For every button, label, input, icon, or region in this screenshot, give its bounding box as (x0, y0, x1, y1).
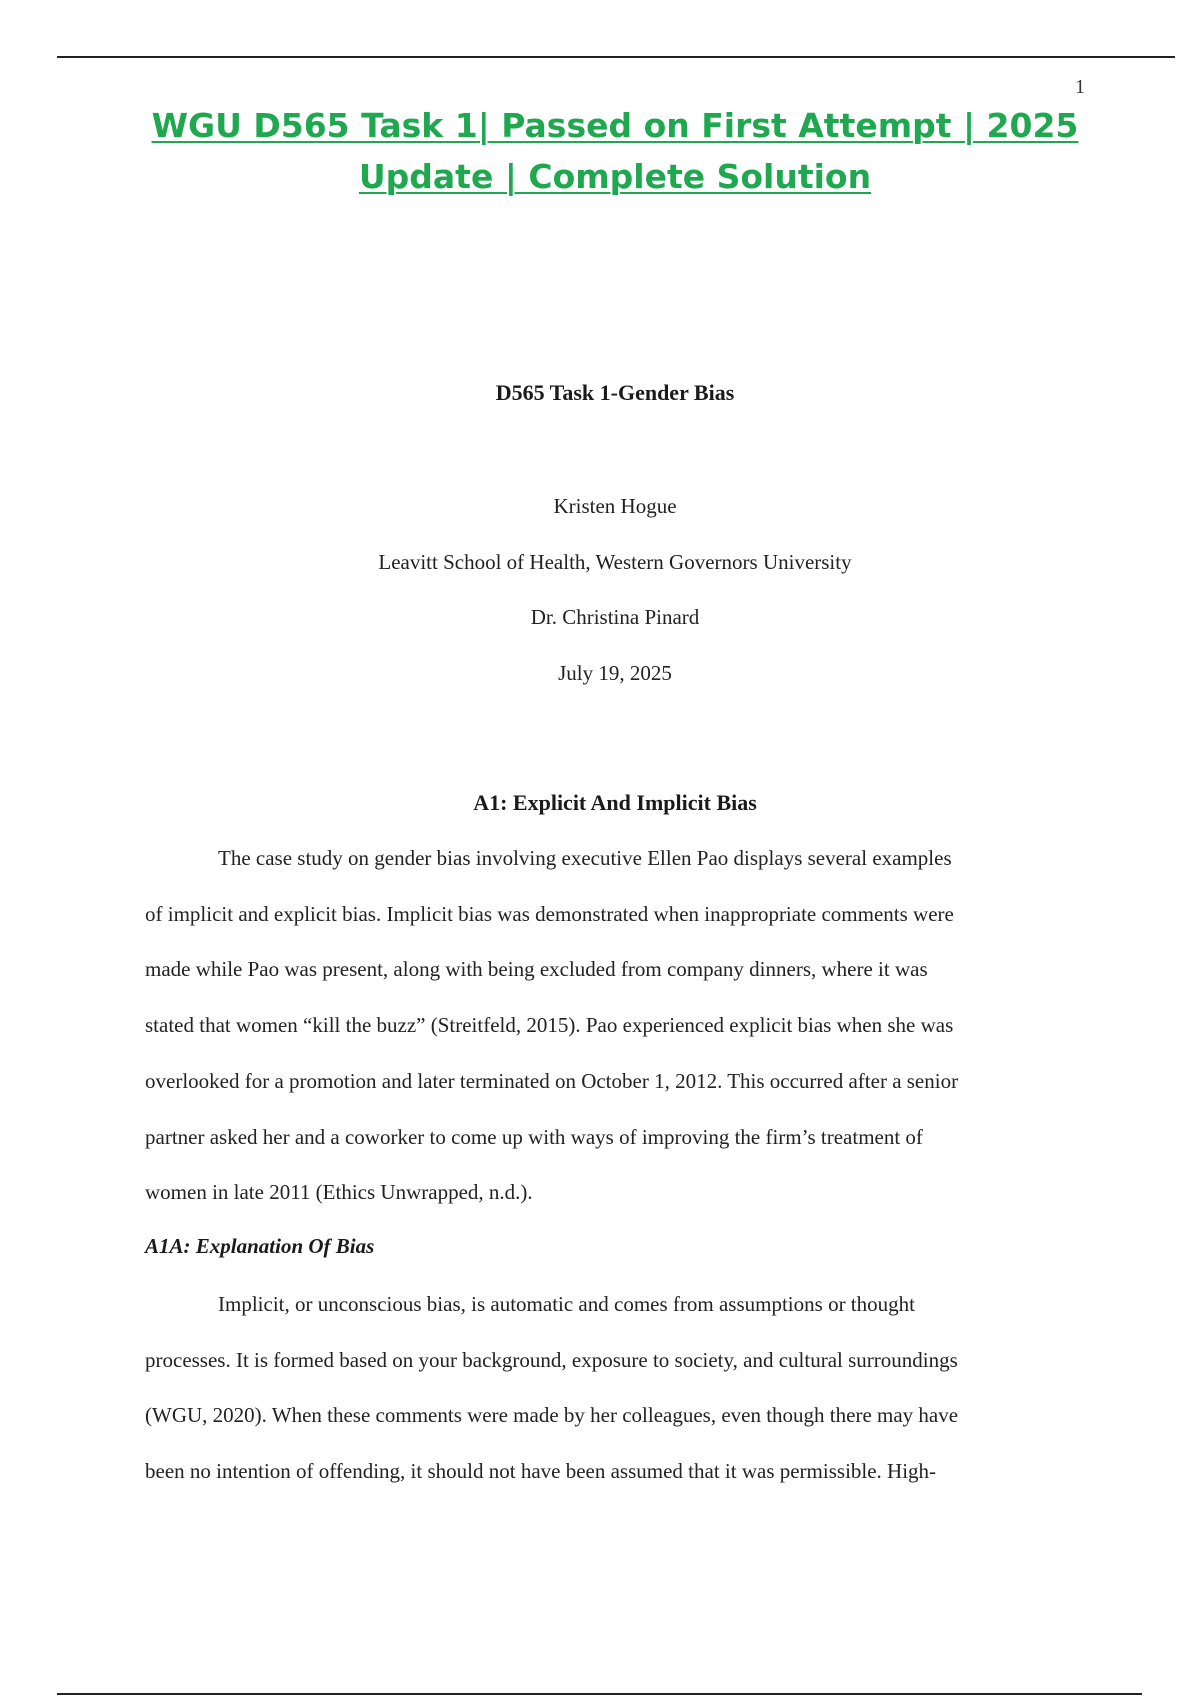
paragraph-line: stated that women “kill the buzz” (Streitfeld, 2015). Pao experienced explicit bias when she was (145, 1013, 954, 1038)
subsection-heading-a1a: A1A: Explanation Of Bias (145, 1234, 375, 1258)
paragraph-line: processes. It is formed based on your background, exposure to society, and cultural surroundings (145, 1347, 958, 1372)
paragraph-a1 (145, 831, 1080, 1221)
instructor-name: Dr. Christina Pinard (530, 605, 700, 629)
promo-banner-title[interactable] (120, 100, 1110, 202)
paragraph-line: made while Pao was present, along with being excluded from company dinners, where it was (145, 957, 928, 982)
paragraph-line: (WGU, 2020). When these comments were made by her colleagues, even though there may have (145, 1403, 959, 1428)
header-rule (57, 56, 1175, 58)
paragraph-line: The case study on gender bias involving executive Ellen Pao displays several examples (218, 846, 952, 870)
document-title: D565 Task 1-Gender Bias (495, 380, 735, 405)
footer-rule (57, 1693, 1142, 1695)
paragraph-line: partner asked her and a coworker to come up with ways of improving the firm’s treatment of (145, 1124, 923, 1149)
paragraph-line: Implicit, or unconscious bias, is automatic and comes from assumptions or thought (218, 1292, 915, 1316)
paragraph-line: overlooked for a promotion and later terminated on October 1, 2012. This occurred after a senior (145, 1068, 959, 1093)
author-name: Kristen Hogue (553, 494, 677, 518)
banner-line-1: WGU D565 Task 1| Passed on First Attempt | 2025 (151, 106, 1079, 145)
section-heading-a1: A1: Explicit And Implicit Bias (473, 790, 757, 815)
page-number: 1 (1075, 76, 1085, 98)
paragraph-line: women in late 2011 (Ethics Unwrapped, n.d.). (145, 1180, 533, 1205)
paragraph-line: been no intention of offending, it should not have been assumed that it was permissible. High- (145, 1459, 937, 1484)
paragraph-a1a (145, 1277, 1080, 1500)
institution-name: Leavitt School of Health, Western Governors University (378, 550, 852, 574)
banner-line-2: Update | Complete Solution (358, 157, 872, 196)
paragraph-line: of implicit and explicit bias. Implicit bias was demonstrated when inappropriate comments were (145, 901, 954, 926)
document-date: July 19, 2025 (558, 661, 672, 685)
